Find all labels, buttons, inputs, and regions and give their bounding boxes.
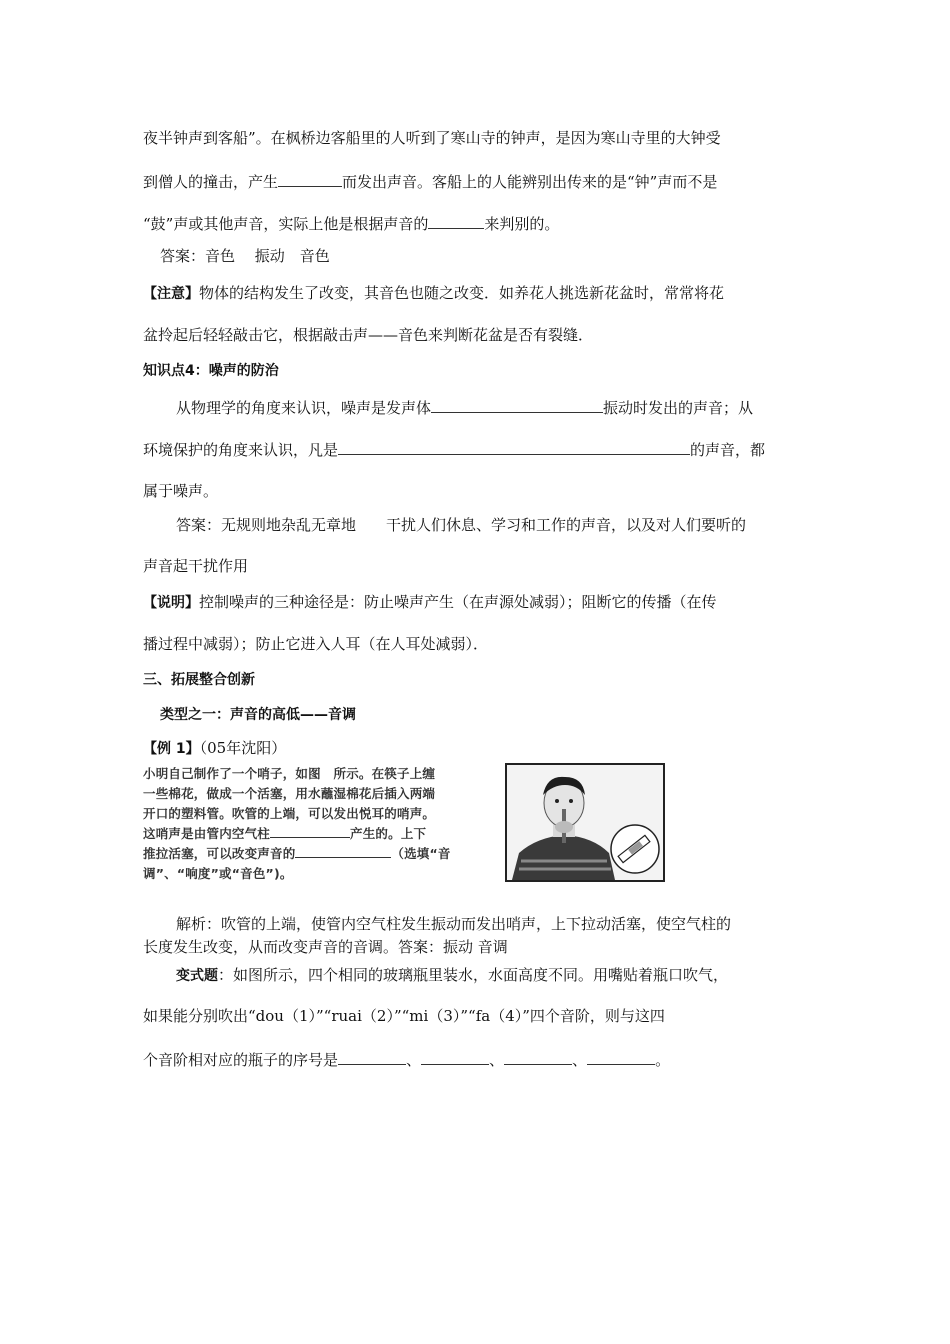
example-source: （05年沈阳） (199, 739, 287, 757)
fill-blank (431, 397, 603, 413)
fill-blank (587, 1049, 655, 1065)
note-line: 盆拎起后轻轻敲击它，根据敲击声——音色来判断花盆是否有裂缝． (143, 326, 594, 344)
fill-blank (428, 213, 484, 229)
fill-blank (270, 824, 350, 838)
fill-blank (504, 1049, 572, 1065)
answer-line: 声音起干扰作用 (143, 557, 249, 575)
fill-blank (338, 1049, 406, 1065)
paragraph-line: 夜半钟声到客船”。在枫桥边客船里的人听到了寒山寺的钟声，是因为寒山寺里的大钟受 (143, 129, 721, 147)
note-tag: 【注意】 (143, 286, 199, 302)
example-header (143, 738, 286, 759)
fill-blank (295, 844, 391, 858)
variant-line: 个音阶相对应的瓶子的序号是 、 、 、 。 (143, 1051, 671, 1069)
analysis-line: 长度发生改变，从而改变声音的音调。答案：振动 音调 (143, 938, 508, 956)
section-heading: 三、拓展整合创新 (143, 672, 255, 688)
variant-line: 变式题：如图所示，四个相同的玻璃瓶里装水，水面高度不同。用嘴贴着瓶口吹气， (176, 966, 729, 984)
example-tag: 【例 1】 (143, 741, 200, 757)
example-scan-text: 小明自己制作了一个哨子，如图 所示。在筷子上缠 一些棉花，做成一个活塞，用水蘸湿棉花后插入两端 开口的塑料管。吹管的上端，可以发出悦耳的哨声。 这哨声是由管内空气柱 产生的。上下 推拉活塞，可以改变声音的 （选填“音 调”、“响度”或“音色”)。 (143, 766, 451, 881)
section-heading: 知识点4：噪声的防治 (143, 363, 279, 379)
paragraph-line: 属于噪声。 (143, 482, 219, 500)
explain-line: 【说明】控制噪声的三种途径是：防止噪声产生（在声源处减弱）；阻断它的传播（在传 (143, 593, 717, 611)
analysis-line: 解析：吹管的上端，使管内空气柱发生振动而发出哨声，上下拉动活塞，使空气柱的 (176, 915, 732, 933)
answer-line: 答案：无规则地杂乱无章地 干扰人们休息、学习和工作的声音，以及对人们要听的 (176, 516, 747, 534)
explain-line: 播过程中减弱）；防止它进入人耳（在人耳处减弱）． (143, 635, 489, 653)
fill-blank (278, 171, 342, 187)
paragraph-line: 从物理学的角度来认识，噪声是发声体 振动时发出的声音；从 (176, 399, 754, 417)
boy-with-whistle-illustration (507, 765, 663, 880)
paragraph-line: 环境保护的角度来认识，凡是 的声音，都 (143, 441, 766, 459)
fill-blank (421, 1049, 489, 1065)
fill-blank (338, 439, 690, 455)
variant-line: 如果能分别吹出“dou（1）”“ruai（2）”“mi（3）”“fa（4）”四个音阶，则与这四 (143, 1007, 665, 1025)
explain-tag: 【说明】 (143, 595, 199, 611)
note-line: 【注意】物体的结构发生了改变，其音色也随之改变．如养花人挑选新花盆时，常常将花 (143, 284, 725, 302)
paragraph-line: “鼓”声或其他声音，实际上他是根据声音的 来判别的。 (143, 215, 560, 233)
whistle-photo (505, 763, 665, 882)
paragraph-line: 到僧人的撞击，产生 而发出声音。客船上的人能辨别出传来的是“钟”声而不是 (143, 173, 718, 191)
answer-line: 答案：音色 振动 音色 (160, 247, 330, 265)
variant-tag: 变式题 (176, 968, 218, 984)
subsection-heading: 类型之一：声音的高低——音调 (160, 707, 356, 723)
